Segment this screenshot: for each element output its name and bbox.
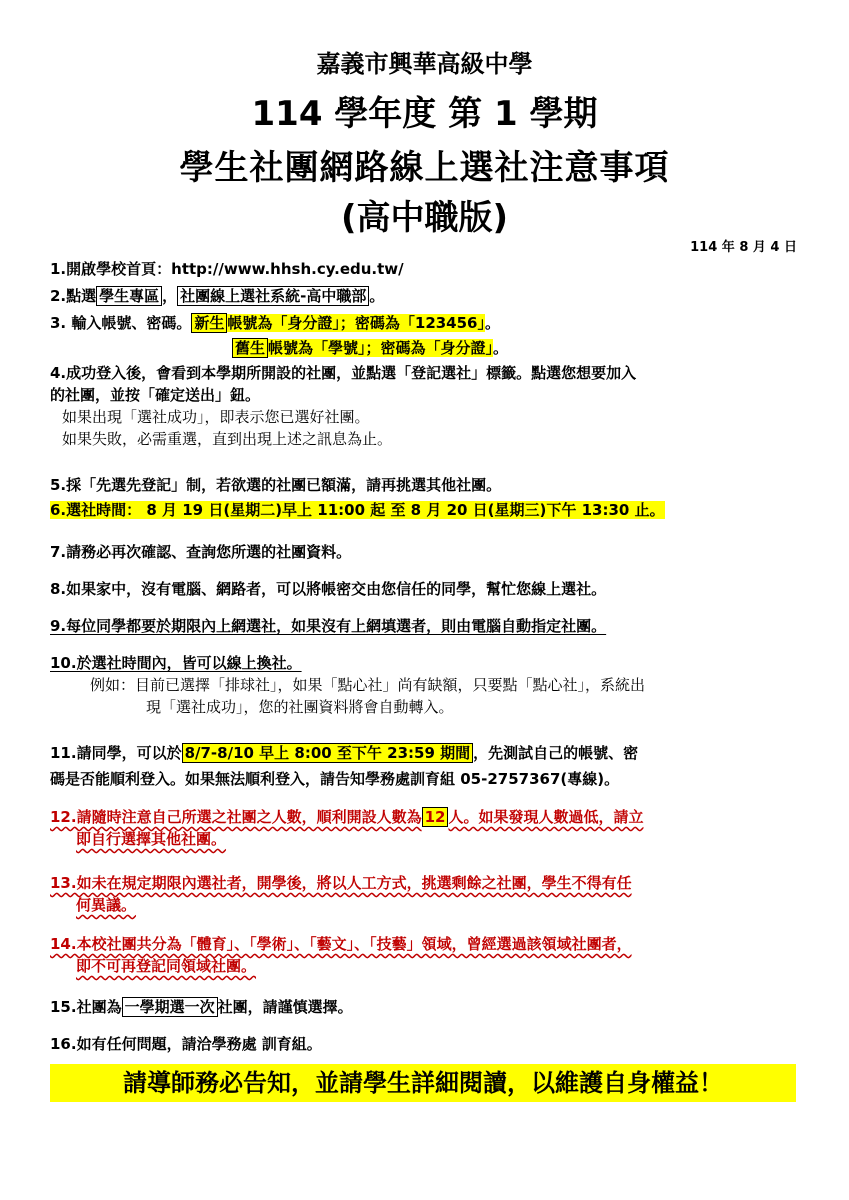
club-system-box: 社團線上選社系統-高中職部 <box>177 286 369 306</box>
item-6 <box>50 499 810 521</box>
item-14 <box>50 933 810 977</box>
item-4-line-4: 如果失敗，必需重選，直到出現上述之訊息為止。 <box>62 430 393 448</box>
item-3-end: 。 <box>485 314 501 332</box>
old-student-credentials: 帳號為「學號」；密碼為「身分證」 <box>268 339 494 357</box>
item-2-prefix: 2.點選 <box>50 287 97 305</box>
item-3 <box>50 312 810 334</box>
item-12 <box>50 806 810 850</box>
term-title: 114 學年度 第 1 學期 <box>251 94 598 134</box>
item-8: 8.如果家中，沒有電腦、網路者，可以將帳密交由您信任的同學，幫忙您線上選社。 <box>50 580 607 598</box>
item-15-prefix: 15.社團為 <box>50 998 122 1016</box>
new-student-credentials: 帳號為「身分證」；密碼為「123456」 <box>227 314 485 332</box>
item-13-line-1: 13.如未在規定期限內選社者，開學後，將以人工方式，挑選剩餘之社團，學生不得有任 <box>50 874 632 892</box>
item-11-rest: ，先測試自己的帳號、密 <box>473 744 639 762</box>
school-name: 嘉義市興華高級中學 <box>316 50 533 78</box>
item-1: 1.開啟學校首頁：http://www.hhsh.cy.edu.tw/ <box>50 260 404 278</box>
item-2 <box>50 285 810 307</box>
item-14-line-2: 即不可再登記同領域社團。 <box>76 957 257 975</box>
document-title: 學生社團網路線上選社注意事項 <box>179 148 670 188</box>
item-11-line-1 <box>50 742 810 764</box>
item-4 <box>50 362 810 450</box>
item-15-rest: 社團，請謹慎選擇。 <box>217 998 353 1016</box>
item-4-line-3: 如果出現「選社成功」，即表示您已選好社團。 <box>62 408 370 426</box>
item-12-prefix: 12.請隨時注意自己所選之社團之人數，順利開設人數為 <box>50 808 422 826</box>
item-11-line-2: 碼是否能順利登入。如果無法順利登入，請告知學務處訓育組 05-2757367(專線)。 <box>50 770 620 788</box>
test-period: 8/7-8/10 早上 8:00 至下午 23:59 期間 <box>182 743 474 763</box>
once-per-term-box: 一學期選一次 <box>122 997 218 1017</box>
item-13-line-2: 何異議。 <box>76 896 137 914</box>
item-4-line-2: 的社團，並按「確定送出」鈕。 <box>50 386 261 404</box>
item-10 <box>50 652 810 718</box>
item-11 <box>50 742 810 790</box>
item-10-example-line-2: 現「選社成功」，您的社團資料將會自動轉入。 <box>146 698 454 716</box>
item-10-title: 10.於選社時間內，皆可以線上換社。 <box>50 654 302 672</box>
student-area-box: 學生專區 <box>96 286 162 306</box>
old-student-label: 舊生 <box>232 338 268 358</box>
item-3-prefix: 3. 輸入帳號、密碼。 <box>50 314 192 332</box>
item-12-rest: 人。如果發現人數過低，請立 <box>448 808 644 826</box>
item-3b-end: 。 <box>493 339 509 357</box>
item-11-prefix: 11.請同學，可以於 <box>50 744 182 762</box>
item-16: 16.如有任何問題，請洽學務處 訓育組。 <box>50 1035 322 1053</box>
item-12-line-2: 即自行選擇其他社團。 <box>76 830 227 848</box>
final-notice: 請導師務必告知，並請學生詳細閱讀，以維護自身權益！ <box>50 1064 796 1102</box>
item-7: 7.請務必再次確認、查詢您所選的社團資料。 <box>50 543 352 561</box>
item-14-line-1: 14.本校社團共分為「體育」、「學術」、「藝文」、「技藝」領域，曾經選過該領域社團者， <box>50 935 632 953</box>
item-9: 9.每位同學都要於期限內上網選社，如果沒有上網填選者，則由電腦自動指定社團。 <box>50 617 607 635</box>
minimum-count: 12 <box>422 807 449 827</box>
item-2-end: 。 <box>369 287 385 305</box>
edition-label: (高中職版) <box>340 198 509 238</box>
item-2-sep: ， <box>162 287 178 305</box>
new-student-label: 新生 <box>191 313 227 333</box>
item-12-line-1 <box>50 806 810 828</box>
item-3-old-students <box>232 337 792 359</box>
item-5: 5.採「先選先登記」制，若欲選的社團已額滿，請再挑選其他社團。 <box>50 476 502 494</box>
item-15 <box>50 996 810 1018</box>
document-date: 114 年 8 月 4 日 <box>690 240 797 255</box>
item-10-example-line-1: 例如：目前已選擇「排球社」，如果「點心社」尚有缺額，只要點「點心社」，系統出 <box>90 676 646 694</box>
item-4-line-1: 4.成功登入後，會看到本學期所開設的社團，並點選「登記選社」標籤。點選您想要加入 <box>50 364 637 382</box>
item-13 <box>50 872 810 916</box>
selection-time: 6.選社時間： 8 月 19 日(星期二)早上 11:00 起 至 8 月 20 日(星期三)下午 13:30 止。 <box>50 501 665 519</box>
